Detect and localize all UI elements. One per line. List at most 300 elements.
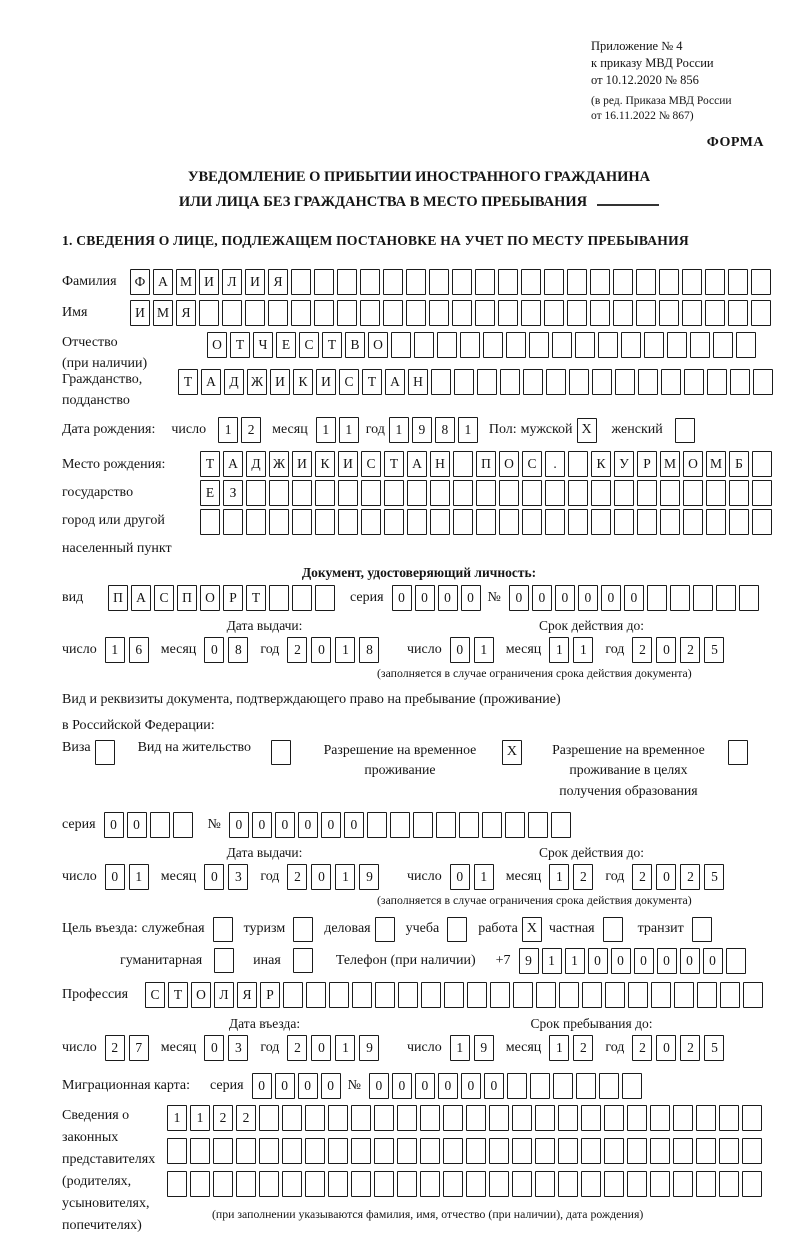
char-cell[interactable]: Н (408, 369, 428, 395)
char-cell[interactable]: Я (176, 300, 196, 326)
char-cell[interactable]: П (177, 585, 197, 611)
char-cell[interactable] (752, 480, 772, 506)
char-cell[interactable]: С (299, 332, 319, 358)
char-cell[interactable]: 0 (484, 1073, 504, 1099)
char-cell[interactable] (361, 509, 381, 535)
char-cell[interactable] (751, 269, 771, 295)
char-cell[interactable]: С (522, 451, 542, 477)
char-cell[interactable]: 9 (519, 948, 539, 974)
temp-residence-checkbox[interactable]: X (502, 740, 522, 765)
char-cell[interactable]: 1 (218, 417, 238, 443)
char-cell[interactable] (512, 1105, 532, 1131)
char-cell[interactable] (282, 1105, 302, 1131)
char-cell[interactable] (627, 1105, 647, 1131)
char-cell[interactable]: А (131, 585, 151, 611)
char-cell[interactable]: 0 (634, 948, 654, 974)
char-cell[interactable]: 2 (105, 1035, 125, 1061)
char-cell[interactable]: 1 (316, 417, 336, 443)
char-cell[interactable]: И (245, 269, 265, 295)
char-cell[interactable]: 0 (104, 812, 124, 838)
char-cell[interactable] (716, 585, 736, 611)
char-cell[interactable] (246, 480, 266, 506)
char-cell[interactable]: 7 (129, 1035, 149, 1061)
char-cell[interactable]: П (108, 585, 128, 611)
char-cell[interactable] (559, 982, 579, 1008)
char-cell[interactable]: 0 (680, 948, 700, 974)
char-cell[interactable]: 0 (657, 948, 677, 974)
char-cell[interactable] (489, 1105, 509, 1131)
char-cell[interactable]: 2 (573, 864, 593, 890)
char-cell[interactable] (398, 982, 418, 1008)
char-cell[interactable] (605, 982, 625, 1008)
char-cell[interactable] (736, 332, 756, 358)
char-cell[interactable] (476, 509, 496, 535)
char-cell[interactable]: 0 (204, 1035, 224, 1061)
char-cell[interactable] (361, 480, 381, 506)
char-cell[interactable] (499, 480, 519, 506)
char-cell[interactable] (245, 300, 265, 326)
char-cell[interactable] (430, 509, 450, 535)
char-cell[interactable] (552, 332, 572, 358)
char-cell[interactable] (213, 1171, 233, 1197)
char-cell[interactable]: И (199, 269, 219, 295)
char-cell[interactable]: 1 (335, 1035, 355, 1061)
char-cell[interactable] (551, 812, 571, 838)
char-cell[interactable] (315, 480, 335, 506)
char-cell[interactable] (292, 480, 312, 506)
char-cell[interactable] (420, 1171, 440, 1197)
char-cell[interactable] (328, 1105, 348, 1131)
char-cell[interactable] (535, 1171, 555, 1197)
char-cell[interactable] (397, 1138, 417, 1164)
char-cell[interactable] (544, 300, 564, 326)
char-cell[interactable] (512, 1171, 532, 1197)
char-cell[interactable] (659, 300, 679, 326)
char-cell[interactable]: 8 (359, 637, 379, 663)
char-cell[interactable]: 0 (275, 812, 295, 838)
char-cell[interactable]: М (176, 269, 196, 295)
char-cell[interactable] (406, 269, 426, 295)
char-cell[interactable]: К (315, 451, 335, 477)
char-cell[interactable]: 0 (204, 637, 224, 663)
char-cell[interactable] (292, 509, 312, 535)
char-cell[interactable]: 1 (542, 948, 562, 974)
residence-permit-checkbox[interactable] (271, 740, 291, 765)
char-cell[interactable] (305, 1171, 325, 1197)
char-cell[interactable] (443, 1138, 463, 1164)
char-cell[interactable] (246, 509, 266, 535)
char-cell[interactable] (338, 509, 358, 535)
business-checkbox[interactable] (375, 917, 395, 942)
char-cell[interactable] (167, 1171, 187, 1197)
char-cell[interactable]: 1 (335, 864, 355, 890)
char-cell[interactable] (728, 269, 748, 295)
char-cell[interactable] (407, 480, 427, 506)
char-cell[interactable]: С (339, 369, 359, 395)
char-cell[interactable]: И (338, 451, 358, 477)
char-cell[interactable]: 0 (415, 585, 435, 611)
char-cell[interactable] (529, 332, 549, 358)
char-cell[interactable]: А (385, 369, 405, 395)
char-cell[interactable]: 0 (127, 812, 147, 838)
char-cell[interactable] (752, 509, 772, 535)
char-cell[interactable] (647, 585, 667, 611)
char-cell[interactable]: Р (260, 982, 280, 1008)
char-cell[interactable] (315, 585, 335, 611)
char-cell[interactable] (598, 332, 618, 358)
char-cell[interactable]: М (706, 451, 726, 477)
char-cell[interactable] (604, 1138, 624, 1164)
char-cell[interactable] (315, 509, 335, 535)
char-cell[interactable] (705, 269, 725, 295)
char-cell[interactable]: 1 (474, 864, 494, 890)
char-cell[interactable] (613, 269, 633, 295)
char-cell[interactable] (719, 1171, 739, 1197)
char-cell[interactable] (406, 300, 426, 326)
char-cell[interactable] (683, 480, 703, 506)
char-cell[interactable] (637, 509, 657, 535)
char-cell[interactable] (477, 369, 497, 395)
char-cell[interactable]: М (660, 451, 680, 477)
char-cell[interactable] (752, 451, 772, 477)
char-cell[interactable]: Л (214, 982, 234, 1008)
char-cell[interactable]: П (476, 451, 496, 477)
char-cell[interactable] (622, 1073, 642, 1099)
female-checkbox[interactable] (675, 418, 695, 443)
char-cell[interactable]: И (130, 300, 150, 326)
char-cell[interactable] (268, 300, 288, 326)
char-cell[interactable] (591, 480, 611, 506)
char-cell[interactable]: И (270, 369, 290, 395)
char-cell[interactable] (150, 812, 170, 838)
char-cell[interactable] (500, 369, 520, 395)
char-cell[interactable]: К (293, 369, 313, 395)
char-cell[interactable] (581, 1105, 601, 1131)
male-checkbox[interactable]: X (577, 418, 597, 443)
char-cell[interactable] (567, 269, 587, 295)
char-cell[interactable] (599, 1073, 619, 1099)
char-cell[interactable] (535, 1138, 555, 1164)
char-cell[interactable] (545, 509, 565, 535)
char-cell[interactable] (530, 1073, 550, 1099)
char-cell[interactable]: А (153, 269, 173, 295)
char-cell[interactable] (505, 812, 525, 838)
char-cell[interactable] (650, 1105, 670, 1131)
char-cell[interactable] (553, 1073, 573, 1099)
char-cell[interactable] (352, 982, 372, 1008)
char-cell[interactable] (729, 480, 749, 506)
char-cell[interactable] (638, 369, 658, 395)
char-cell[interactable]: 0 (509, 585, 529, 611)
char-cell[interactable]: 0 (369, 1073, 389, 1099)
char-cell[interactable] (545, 480, 565, 506)
char-cell[interactable] (466, 1138, 486, 1164)
char-cell[interactable]: 0 (344, 812, 364, 838)
official-checkbox[interactable] (213, 917, 233, 942)
char-cell[interactable]: 9 (474, 1035, 494, 1061)
char-cell[interactable] (521, 300, 541, 326)
char-cell[interactable]: 2 (236, 1105, 256, 1131)
char-cell[interactable]: 0 (611, 948, 631, 974)
char-cell[interactable] (728, 300, 748, 326)
char-cell[interactable] (452, 300, 472, 326)
char-cell[interactable] (223, 509, 243, 535)
char-cell[interactable]: . (545, 451, 565, 477)
char-cell[interactable] (199, 300, 219, 326)
char-cell[interactable]: 1 (450, 1035, 470, 1061)
char-cell[interactable]: 9 (412, 417, 432, 443)
char-cell[interactable] (742, 1171, 762, 1197)
humanitarian-checkbox[interactable] (214, 948, 234, 973)
char-cell[interactable]: 6 (129, 637, 149, 663)
char-cell[interactable] (567, 300, 587, 326)
char-cell[interactable]: 5 (704, 637, 724, 663)
char-cell[interactable]: 0 (450, 637, 470, 663)
char-cell[interactable] (476, 480, 496, 506)
char-cell[interactable]: Т (200, 451, 220, 477)
char-cell[interactable] (292, 585, 312, 611)
char-cell[interactable] (314, 269, 334, 295)
char-cell[interactable]: О (200, 585, 220, 611)
char-cell[interactable] (213, 1138, 233, 1164)
char-cell[interactable] (443, 1105, 463, 1131)
char-cell[interactable] (200, 509, 220, 535)
char-cell[interactable] (719, 1138, 739, 1164)
char-cell[interactable]: 2 (213, 1105, 233, 1131)
char-cell[interactable] (636, 300, 656, 326)
char-cell[interactable] (575, 332, 595, 358)
char-cell[interactable] (305, 1105, 325, 1131)
char-cell[interactable]: 1 (573, 637, 593, 663)
char-cell[interactable]: 0 (656, 637, 676, 663)
char-cell[interactable] (489, 1138, 509, 1164)
char-cell[interactable]: 0 (311, 1035, 331, 1061)
char-cell[interactable] (337, 300, 357, 326)
char-cell[interactable] (513, 982, 533, 1008)
char-cell[interactable]: 0 (392, 585, 412, 611)
char-cell[interactable]: 0 (321, 812, 341, 838)
char-cell[interactable] (682, 269, 702, 295)
char-cell[interactable] (650, 1171, 670, 1197)
char-cell[interactable]: 1 (549, 1035, 569, 1061)
char-cell[interactable] (523, 369, 543, 395)
char-cell[interactable] (628, 982, 648, 1008)
char-cell[interactable]: 1 (190, 1105, 210, 1131)
char-cell[interactable] (512, 1138, 532, 1164)
char-cell[interactable] (650, 1138, 670, 1164)
char-cell[interactable]: 0 (601, 585, 621, 611)
char-cell[interactable] (375, 982, 395, 1008)
char-cell[interactable] (568, 480, 588, 506)
char-cell[interactable]: 0 (311, 864, 331, 890)
char-cell[interactable] (506, 332, 526, 358)
char-cell[interactable]: Я (237, 982, 257, 1008)
char-cell[interactable]: 0 (392, 1073, 412, 1099)
char-cell[interactable]: 0 (438, 1073, 458, 1099)
char-cell[interactable]: Т (168, 982, 188, 1008)
char-cell[interactable] (475, 300, 495, 326)
char-cell[interactable] (690, 332, 710, 358)
work-checkbox[interactable]: X (522, 917, 542, 942)
char-cell[interactable]: 1 (339, 417, 359, 443)
char-cell[interactable] (383, 269, 403, 295)
char-cell[interactable] (351, 1171, 371, 1197)
char-cell[interactable] (705, 300, 725, 326)
char-cell[interactable]: 0 (438, 585, 458, 611)
char-cell[interactable] (568, 451, 588, 477)
char-cell[interactable]: О (207, 332, 227, 358)
char-cell[interactable]: Ж (269, 451, 289, 477)
char-cell[interactable]: 0 (588, 948, 608, 974)
char-cell[interactable] (576, 1073, 596, 1099)
char-cell[interactable] (613, 300, 633, 326)
char-cell[interactable] (431, 369, 451, 395)
char-cell[interactable]: Т (322, 332, 342, 358)
char-cell[interactable]: 0 (229, 812, 249, 838)
char-cell[interactable]: 0 (321, 1073, 341, 1099)
char-cell[interactable]: А (201, 369, 221, 395)
char-cell[interactable]: 1 (474, 637, 494, 663)
char-cell[interactable]: 0 (532, 585, 552, 611)
char-cell[interactable] (390, 812, 410, 838)
char-cell[interactable]: К (591, 451, 611, 477)
char-cell[interactable] (536, 982, 556, 1008)
char-cell[interactable] (291, 269, 311, 295)
char-cell[interactable] (697, 982, 717, 1008)
char-cell[interactable]: 5 (704, 1035, 724, 1061)
char-cell[interactable] (420, 1105, 440, 1131)
char-cell[interactable] (460, 332, 480, 358)
char-cell[interactable]: 0 (252, 1073, 272, 1099)
char-cell[interactable] (568, 509, 588, 535)
char-cell[interactable]: У (614, 451, 634, 477)
char-cell[interactable] (453, 451, 473, 477)
char-cell[interactable]: 5 (704, 864, 724, 890)
tourism-checkbox[interactable] (293, 917, 313, 942)
char-cell[interactable] (483, 332, 503, 358)
char-cell[interactable] (360, 300, 380, 326)
char-cell[interactable]: 0 (311, 637, 331, 663)
char-cell[interactable]: 3 (228, 864, 248, 890)
char-cell[interactable] (592, 369, 612, 395)
char-cell[interactable] (696, 1138, 716, 1164)
char-cell[interactable]: Т (178, 369, 198, 395)
char-cell[interactable] (627, 1138, 647, 1164)
char-cell[interactable] (673, 1105, 693, 1131)
char-cell[interactable]: 2 (680, 1035, 700, 1061)
char-cell[interactable] (604, 1171, 624, 1197)
char-cell[interactable] (720, 982, 740, 1008)
char-cell[interactable] (414, 332, 434, 358)
char-cell[interactable] (466, 1171, 486, 1197)
char-cell[interactable] (466, 1105, 486, 1131)
char-cell[interactable] (742, 1138, 762, 1164)
char-cell[interactable] (673, 1138, 693, 1164)
char-cell[interactable] (499, 509, 519, 535)
char-cell[interactable]: 2 (573, 1035, 593, 1061)
char-cell[interactable]: Е (276, 332, 296, 358)
char-cell[interactable] (453, 509, 473, 535)
char-cell[interactable] (384, 480, 404, 506)
char-cell[interactable]: Ж (247, 369, 267, 395)
char-cell[interactable] (443, 1171, 463, 1197)
char-cell[interactable]: 0 (555, 585, 575, 611)
char-cell[interactable]: 0 (578, 585, 598, 611)
char-cell[interactable] (360, 269, 380, 295)
char-cell[interactable]: М (153, 300, 173, 326)
char-cell[interactable] (719, 1105, 739, 1131)
char-cell[interactable] (621, 332, 641, 358)
char-cell[interactable] (397, 1171, 417, 1197)
char-cell[interactable] (558, 1105, 578, 1131)
char-cell[interactable] (384, 509, 404, 535)
char-cell[interactable] (374, 1138, 394, 1164)
char-cell[interactable]: 0 (461, 1073, 481, 1099)
char-cell[interactable]: О (499, 451, 519, 477)
char-cell[interactable] (305, 1138, 325, 1164)
char-cell[interactable]: 2 (287, 864, 307, 890)
char-cell[interactable] (743, 982, 763, 1008)
char-cell[interactable] (682, 300, 702, 326)
char-cell[interactable]: 2 (680, 864, 700, 890)
char-cell[interactable]: Д (246, 451, 266, 477)
char-cell[interactable] (614, 509, 634, 535)
char-cell[interactable] (452, 269, 472, 295)
char-cell[interactable] (338, 480, 358, 506)
char-cell[interactable] (306, 982, 326, 1008)
char-cell[interactable] (329, 982, 349, 1008)
char-cell[interactable] (569, 369, 589, 395)
char-cell[interactable]: С (145, 982, 165, 1008)
char-cell[interactable] (351, 1105, 371, 1131)
char-cell[interactable]: 0 (204, 864, 224, 890)
char-cell[interactable] (374, 1105, 394, 1131)
char-cell[interactable]: 2 (287, 637, 307, 663)
char-cell[interactable] (726, 948, 746, 974)
char-cell[interactable] (637, 480, 657, 506)
char-cell[interactable] (437, 332, 457, 358)
char-cell[interactable] (467, 982, 487, 1008)
char-cell[interactable]: Т (230, 332, 250, 358)
char-cell[interactable] (546, 369, 566, 395)
char-cell[interactable] (429, 269, 449, 295)
char-cell[interactable] (421, 982, 441, 1008)
char-cell[interactable]: 2 (632, 864, 652, 890)
char-cell[interactable] (591, 509, 611, 535)
char-cell[interactable]: 1 (389, 417, 409, 443)
char-cell[interactable] (454, 369, 474, 395)
char-cell[interactable] (173, 812, 193, 838)
char-cell[interactable]: Т (246, 585, 266, 611)
char-cell[interactable] (383, 300, 403, 326)
char-cell[interactable]: Я (268, 269, 288, 295)
char-cell[interactable]: Б (729, 451, 749, 477)
char-cell[interactable]: О (683, 451, 703, 477)
char-cell[interactable] (498, 300, 518, 326)
char-cell[interactable]: 1 (549, 637, 569, 663)
char-cell[interactable] (190, 1171, 210, 1197)
char-cell[interactable]: В (345, 332, 365, 358)
char-cell[interactable] (328, 1171, 348, 1197)
char-cell[interactable]: Т (362, 369, 382, 395)
char-cell[interactable]: О (191, 982, 211, 1008)
char-cell[interactable] (269, 585, 289, 611)
char-cell[interactable] (259, 1105, 279, 1131)
char-cell[interactable]: 0 (624, 585, 644, 611)
char-cell[interactable]: Ф (130, 269, 150, 295)
char-cell[interactable] (742, 1105, 762, 1131)
char-cell[interactable] (222, 300, 242, 326)
